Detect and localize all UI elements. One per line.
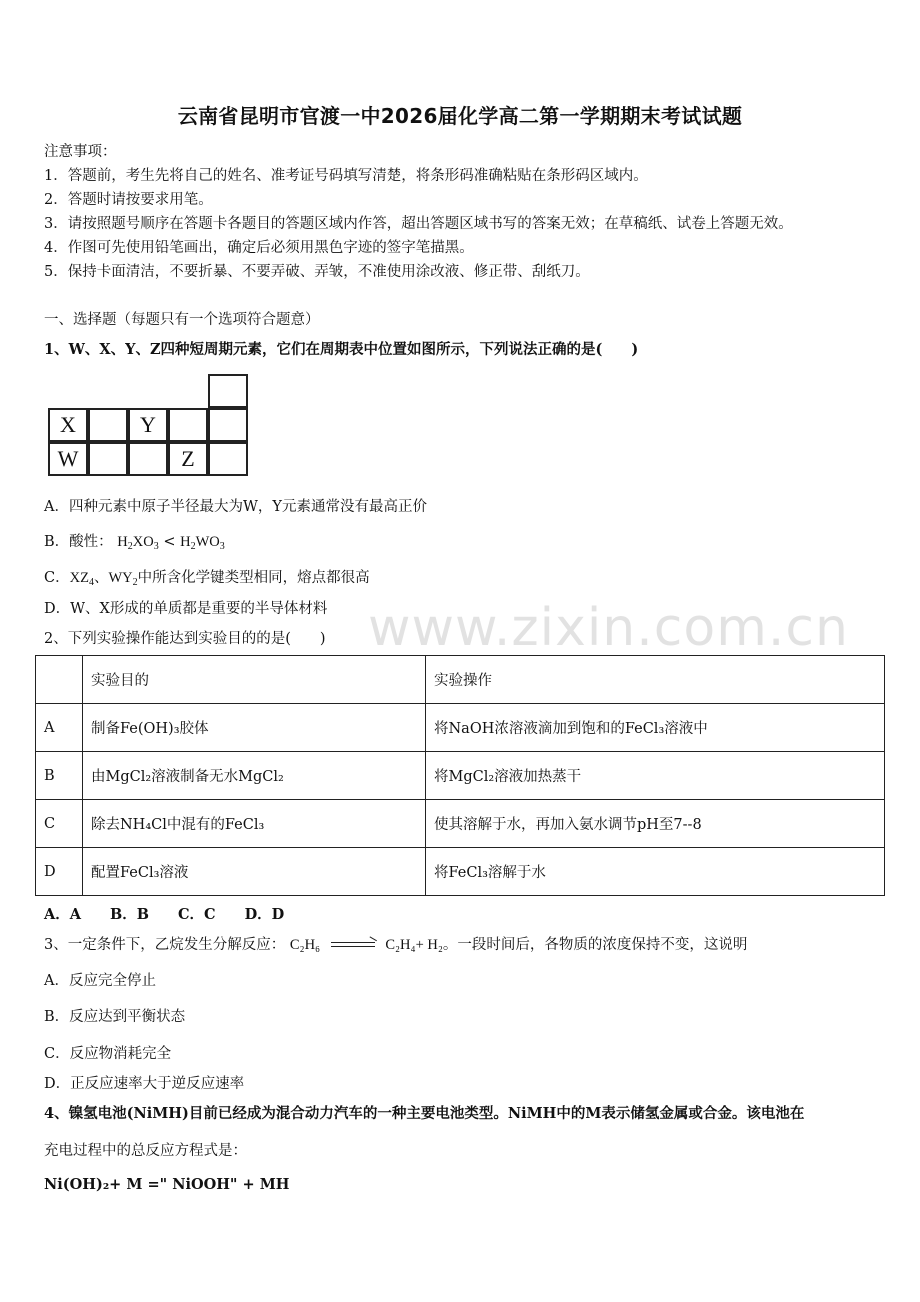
table-header-cell xyxy=(36,656,83,704)
product-formula: C₂H₄+ H₂ xyxy=(385,937,443,953)
question-3-option-c: C．反应物消耗完全 xyxy=(44,1046,172,1062)
option-prefix: B．酸性： xyxy=(44,534,113,550)
table-row xyxy=(36,848,885,896)
question-2-options: A．A B．B C．C D．D xyxy=(44,906,285,923)
grid-cell-x: X xyxy=(48,408,88,442)
grid-cell xyxy=(88,442,128,476)
row-goal: 制备Fe(OH)₃胶体 xyxy=(83,704,426,752)
row-goal: 除去NH₄Cl中混有的FeCl₃ xyxy=(83,800,426,848)
grid-cell xyxy=(168,408,208,442)
row-label: D xyxy=(36,848,83,896)
grid-cell-y: Y xyxy=(128,408,168,442)
less-than: < xyxy=(163,534,176,550)
row-goal: 配置FeCl₃溶液 xyxy=(83,848,426,896)
notice-heading: 注意事项： xyxy=(44,144,117,160)
reactant-formula: C₂H₆ xyxy=(289,937,321,953)
question-1-option-b xyxy=(44,530,225,551)
notice-item: 5．保持卡面清洁，不要折暴、不要弄破、弄皱，不准使用涂改液、修正带、刮纸刀。 xyxy=(44,264,590,280)
table-header-row xyxy=(36,656,885,704)
question-1-stem: 1、W、X、Y、Z四种短周期元素，它们在周期表中位置如图所示，下列说法正确的是( ) xyxy=(44,341,639,358)
grid-cell xyxy=(208,442,248,476)
grid-cell-z: Z xyxy=(168,442,208,476)
row-operation: 使其溶解于水，再加入氨水调节pH至7--8 xyxy=(426,800,885,848)
table-row xyxy=(36,704,885,752)
row-operation: 将MgCl₂溶液加热蒸干 xyxy=(426,752,885,800)
equilibrium-arrow-icon xyxy=(331,940,375,950)
notice-item: 1．答题前，考生先将自己的姓名、准考证号码填写清楚，将条形码准确粘贴在条形码区域内。 xyxy=(44,168,648,184)
grid-cell xyxy=(128,442,168,476)
option-text: A．四种元素中原子半径最大为W，Y元素通常没有最高正价 xyxy=(44,499,427,515)
grid-cell-w: W xyxy=(48,442,88,476)
grid-cell xyxy=(208,374,248,408)
formula-xz4: $XZ_4$ xyxy=(69,570,94,588)
watermark: www.zixin.com.cn xyxy=(368,598,849,658)
question-3-option-a: A．反应完全停止 xyxy=(44,973,156,989)
question-4-stem-cont: 充电过程中的总反应方程式是： xyxy=(44,1143,247,1159)
row-label: A xyxy=(36,704,83,752)
stem-text: 3、一定条件下，乙烷发生分解反应： xyxy=(44,937,286,953)
notice-item: 2．答题时请按要求用笔。 xyxy=(44,192,213,208)
grid-cell xyxy=(208,408,248,442)
question-2-stem: 2、下列实验操作能达到实验目的的是( ) xyxy=(44,631,326,647)
section-heading: 一、选择题（每题只有一个选项符合题意） xyxy=(44,312,320,328)
question-1-option-c xyxy=(44,566,370,587)
row-goal: 由MgCl₂溶液制备无水MgCl₂ xyxy=(83,752,426,800)
table-header-cell: 实验操作 xyxy=(426,656,885,704)
periodic-table-grid xyxy=(48,374,250,476)
stem-text: 。一段时间后，各物质的浓度保持不变，这说明 xyxy=(442,937,748,953)
formula-h2wo3: $H_2WO_3$ xyxy=(180,534,225,552)
formula-wy2: $WY_2$ xyxy=(108,570,138,588)
formula-h2xo3: $H_2XO_3$ xyxy=(117,534,159,552)
question-4-stem: 4、镍氢电池(NiMH)目前已经成为混合动力汽车的一种主要电池类型。NiMH中的M表示储氢金属或合金。该电池在 xyxy=(44,1105,805,1122)
question-4-equation: Ni(OH)₂+ M =" NiOOH" + MH xyxy=(44,1176,290,1193)
option-text: 中所含化学键类型相同，熔点都很高 xyxy=(137,570,370,586)
separator: 、 xyxy=(93,570,109,586)
experiment-table xyxy=(35,655,885,896)
page-title: 云南省昆明市官渡一中2026届化学高二第一学期期末考试试题 xyxy=(177,104,743,128)
notice-item: 4．作图可先使用铅笔画出，确定后必须用黑色字迹的签字笔描黑。 xyxy=(44,240,474,256)
table-row xyxy=(36,800,885,848)
question-3-stem xyxy=(44,933,747,954)
row-operation: 将FeCl₃溶解于水 xyxy=(426,848,885,896)
table-header-cell: 实验目的 xyxy=(83,656,426,704)
option-prefix: C． xyxy=(44,570,70,586)
table-row xyxy=(36,752,885,800)
question-3-option-b: B．反应达到平衡状态 xyxy=(44,1009,186,1025)
notice-item: 3．请按照题号顺序在答题卡各题目的答题区域内作答，超出答题区域书写的答案无效；在草稿纸、试卷上答题无效。 xyxy=(44,216,793,232)
question-1-option-d: D．W、X形成的单质都是重要的半导体材料 xyxy=(44,601,328,617)
row-label: C xyxy=(36,800,83,848)
grid-cell xyxy=(88,408,128,442)
question-3-option-d: D．正反应速率大于逆反应速率 xyxy=(44,1076,245,1092)
row-label: B xyxy=(36,752,83,800)
row-operation: 将NaOH浓溶液滴加到饱和的FeCl₃溶液中 xyxy=(426,704,885,752)
question-1-option-a xyxy=(44,495,427,516)
